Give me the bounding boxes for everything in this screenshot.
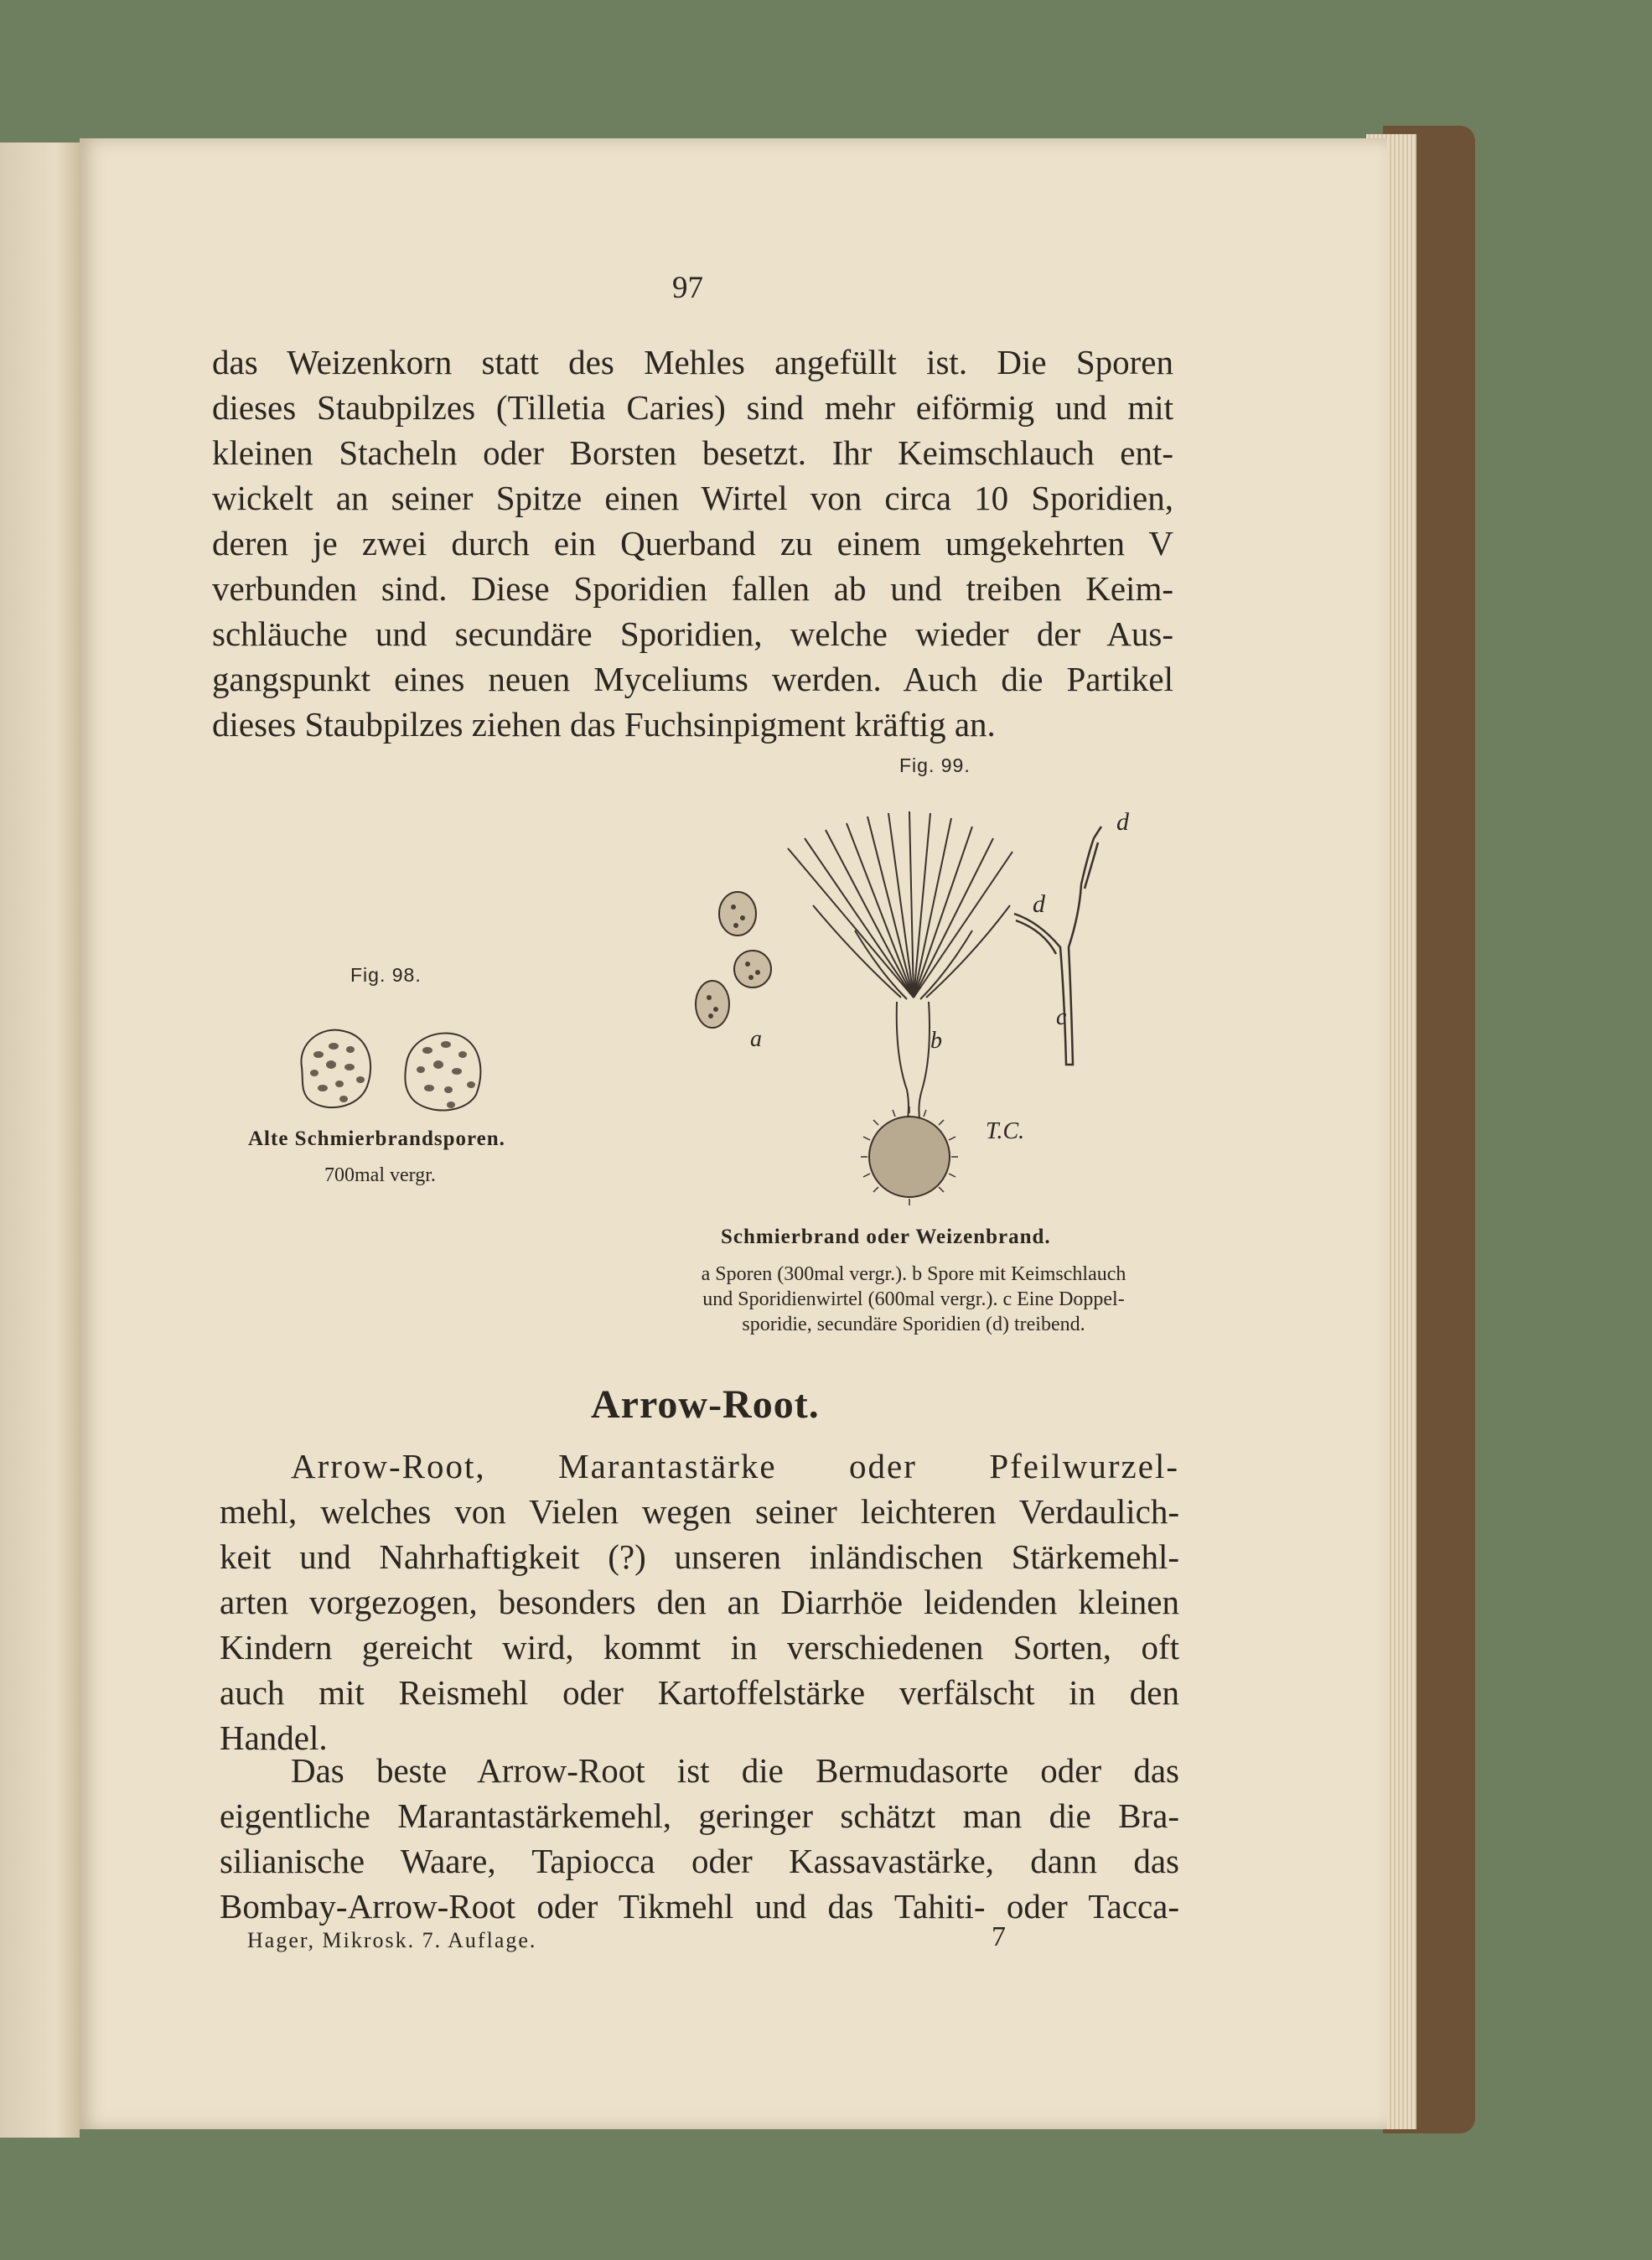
text-line: kleinen Stacheln oder Borsten besetzt. Ihr Keimschlauch ent- (212, 433, 1173, 472)
text-line: keit und Nahrhaftigkeit (?) unseren inländischen Stärkemehl- (220, 1537, 1179, 1576)
text-line: deren je zwei durch ein Querband zu einem umgekehrten V (212, 524, 1173, 562)
text-line: eigentliche Marantastärkemehl, geringer schätzt man die Bra- (220, 1796, 1179, 1835)
fig99-letter-a: a (750, 1026, 762, 1052)
text-line: Kindern gereicht wird, kommt in verschiedenen Sorten, oft (220, 1628, 1179, 1666)
fig99-letter-tc: T.C. (986, 1118, 1025, 1144)
fig99-caption (650, 1262, 1178, 1337)
text-line: das Weizenkorn statt des Mehles angefüllt ist. Die Sporen (212, 343, 1173, 381)
text-line: mehl, welches von Vielen wegen seiner leichteren Verdaulich- (220, 1492, 1179, 1531)
fig98-spores-illustration (285, 1021, 503, 1122)
text-line: Das beste Arrow-Root ist die Bermudasorte oder das (291, 1751, 1179, 1790)
paragraph-3 (220, 1748, 1179, 1929)
fig99-letter-d2: d (1116, 808, 1129, 836)
text-line: auch mit Reismehl oder Kartoffelstärke verfälscht in den (220, 1673, 1179, 1712)
text-line: silianische Waare, Tapiocca oder Kassavastärke, dann das (220, 1842, 1179, 1880)
paragraph-2 (220, 1444, 1179, 1760)
text-line: dieses Staubpilzes (Tilletia Caries) sind mehr eiförmig und mit (212, 388, 1173, 427)
fig99-caption-title: Schmierbrand oder Weizenbrand. (721, 1226, 1051, 1248)
fig98-caption-title: Alte Schmierbrandsporen. (248, 1127, 505, 1150)
text-line: gangspunkt eines neuen Myceliums werden. Auch die Partikel (212, 660, 1173, 698)
section-heading: Arrow-Root. (591, 1382, 820, 1427)
text-line: arten vorgezogen, besonders den an Diarrhöe leidenden kleinen (220, 1583, 1179, 1621)
fig99-caption-line: sporidie, secundäre Sporidien (d) treibend. (742, 1314, 1085, 1335)
fig99-letter-d: d (1033, 890, 1045, 918)
text-line: verbunden sind. Diese Sporidien fallen ab und treiben Keim- (212, 569, 1173, 608)
fig98-label: Fig. 98. (350, 964, 422, 986)
text-line: Handel. (220, 1718, 328, 1757)
fig98-caption-sub: 700mal vergr. (324, 1164, 436, 1186)
text-line: Arrow-Root, Marantastärke oder Pfeilwurzel- (291, 1447, 1179, 1485)
fig99-illustration (687, 805, 1190, 1199)
text-line: Bombay-Arrow-Root oder Tikmehl und das Tahiti- oder Tacca- (220, 1887, 1179, 1926)
left-page-edge (0, 143, 80, 2138)
fig99-label: Fig. 99. (899, 754, 971, 776)
text-line: wickelt an seiner Spitze einen Wirtel von circa 10 Sporidien, (212, 479, 1173, 517)
fig99-letter-b: b (930, 1028, 942, 1054)
footer-sheet-number: 7 (992, 1921, 1007, 1952)
fig99-caption-line: a Sporen (300mal vergr.). b Spore mit Keimschlauch (701, 1263, 1126, 1285)
page-number: 97 (672, 271, 703, 305)
text-line: schläuche und secundäre Sporidien, welche wieder der Aus- (212, 614, 1173, 653)
fig99-caption-line: und Sporidienwirtel (600mal vergr.). c Eine Doppel- (702, 1288, 1125, 1310)
text-line: dieses Staubpilzes ziehen das Fuchsinpigment kräftig an. (212, 705, 996, 744)
paragraph-1 (212, 340, 1173, 747)
footer-signature: Hager, Mikrosk. 7. Auflage. (247, 1928, 537, 1952)
fig99-letter-c: c (1056, 1004, 1067, 1030)
